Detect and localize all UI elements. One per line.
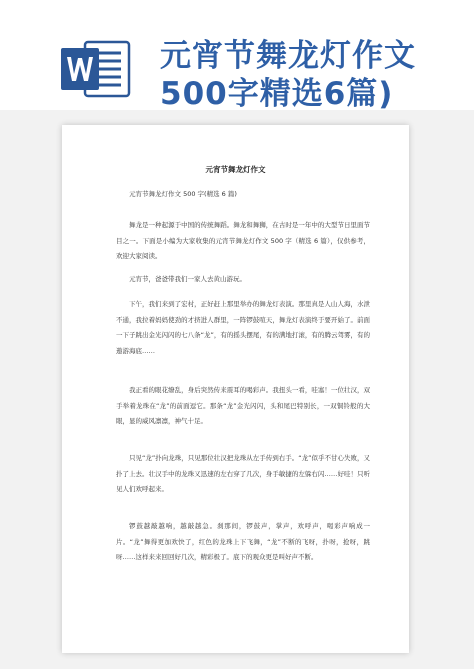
paragraph-pearl: 只见“龙”扑向龙珠，只见那位壮汉把龙珠从左手传到右手。“龙”似乎不甘心失败，又扑了上去。壮汉手中的龙珠又迅速的左右穿了几次，身手敏捷的左躲右闪……好哇！只听见人们欢呼起来。 — [116, 454, 370, 493]
banner-title-line1: 元宵节舞龙灯作文 — [160, 38, 416, 74]
paragraph-trip: 元宵节，爸爸带我们一家人去黄山游玩。 — [129, 275, 246, 283]
banner — [0, 0, 474, 110]
paragraph-afternoon: 下午，我们来到了宏村，正好赶上那里举办的舞龙灯表演。那里真是人山人海，水泄不通，我拉着妈妈使劲的才挤进人群里，一阵锣鼓喧天，舞龙灯表演终于要开始了。前面一下子跳出金光闪闪的七八条“龙”，有的摇头摆尾，有的满地打滚，有的腾云驾雾，有的遨游海底…… — [116, 300, 370, 355]
banner-title-line2: 500字精选6篇) — [160, 76, 394, 112]
paragraph-drums: 锣鼓越敲越响，越敲越急。刹那间，锣鼓声，掌声，欢呼声，喝彩声响成一片。“龙”舞得更加欢快了，红色的龙珠上下飞舞，“龙”不断的飞呀，扑呀，抢呀，跳呀……这样来来回回好几次，精彩极了。底下的观众更是叫好声不断。 — [116, 522, 370, 561]
document-page — [62, 125, 409, 653]
document-title: 元宵节舞龙灯作文 — [205, 165, 266, 174]
paragraph-subtitle: 元宵节舞龙灯作文 500 字(精选 6 篇) — [129, 190, 237, 198]
paragraph-intro: 舞龙是一种起源于中国的传统舞蹈。舞龙和舞狮，在古时是一年中的大型节日里面节目之一。下面是小编为大家收集的元宵节舞龙灯作文 500 字（精选 6 篇），仅供参考，欢迎大家阅读。 — [116, 221, 370, 260]
paragraph-dragon: 我正看的眼花缭乱，身后突然传来震耳的喝彩声。我扭头一看，哇塞！一位壮汉，双手举着龙珠在“龙”的前面逗它。那条“龙”金光闪闪，头和尾巴特别长，一双铜铃般的大眼，显的威风凛凛，神气十足。 — [116, 386, 370, 425]
word-document-icon — [57, 38, 133, 100]
